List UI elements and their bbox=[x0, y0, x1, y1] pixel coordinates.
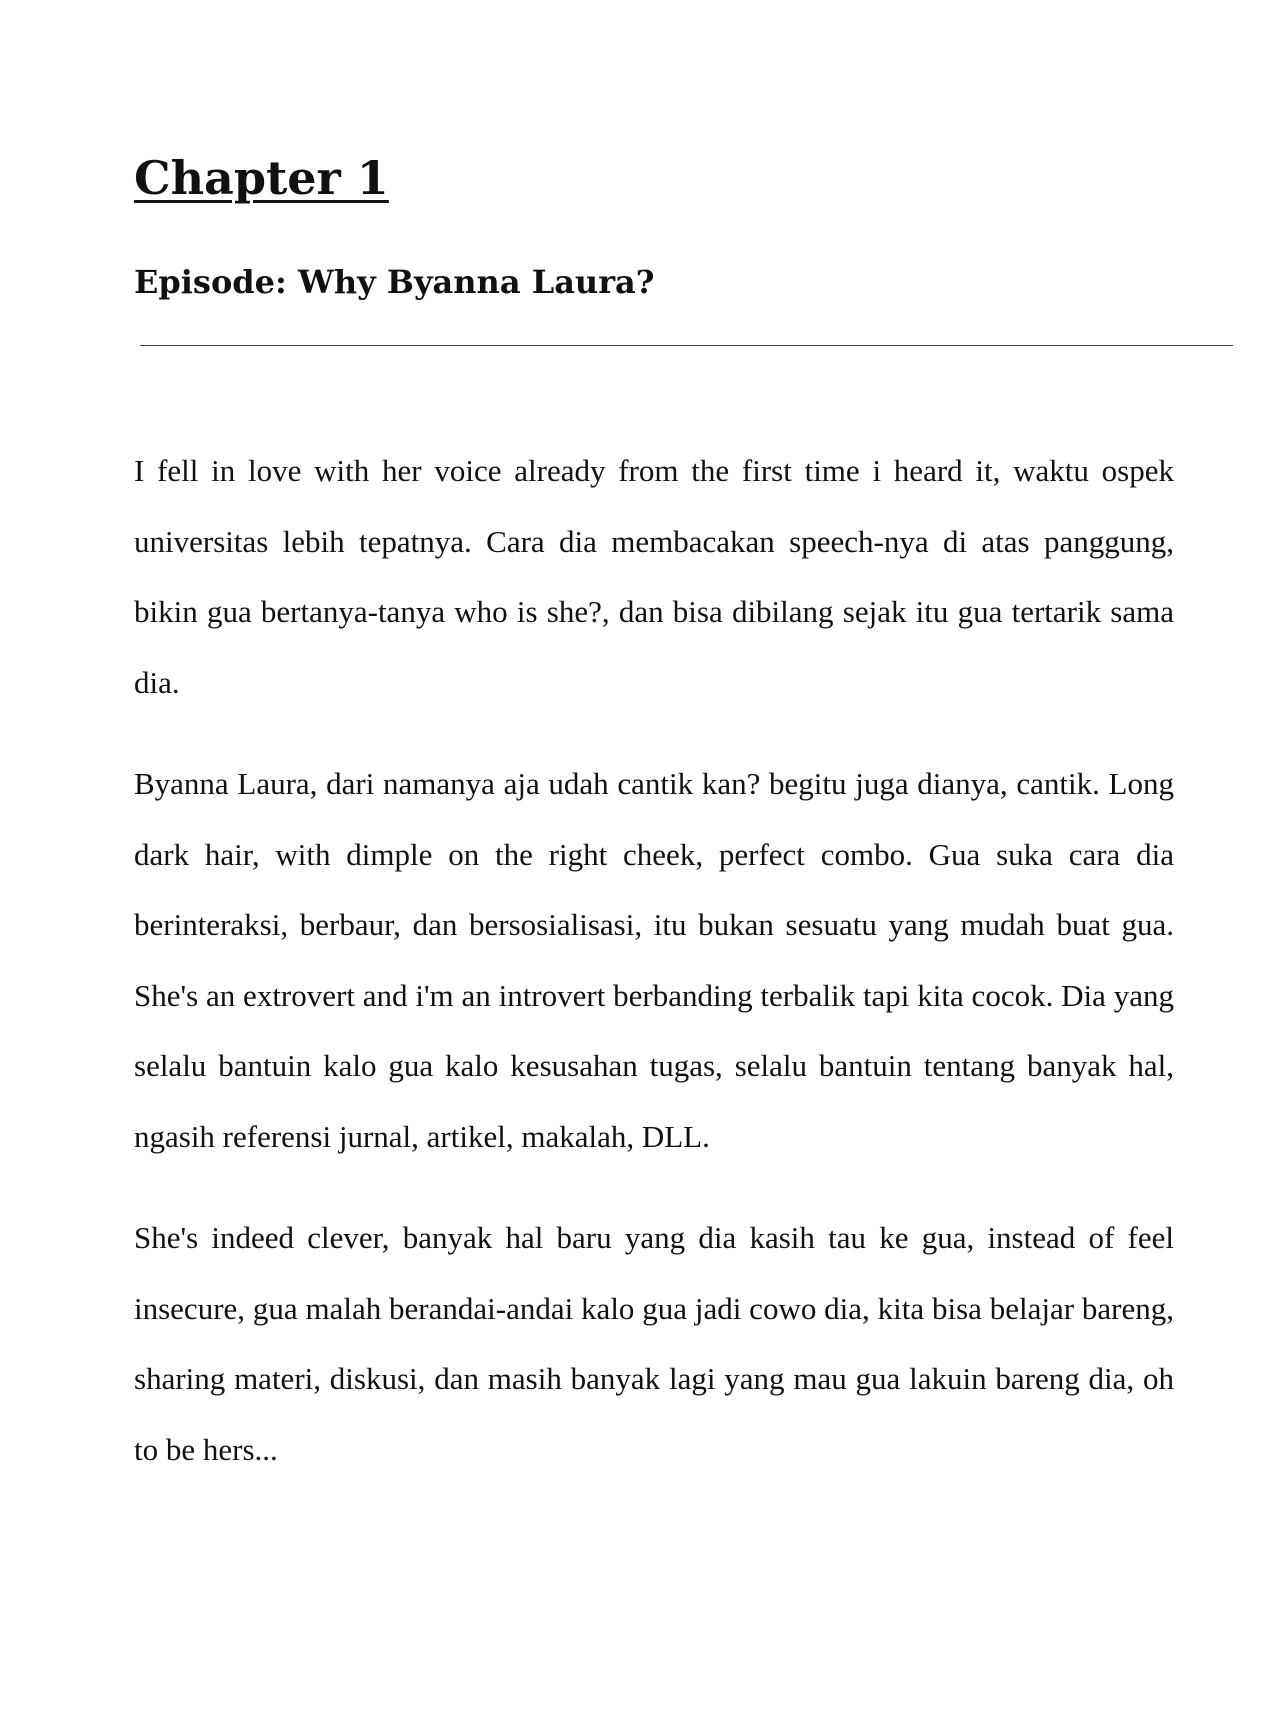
section-divider bbox=[140, 345, 1233, 346]
chapter-title: Chapter 1 bbox=[134, 151, 389, 205]
episode-title: Episode: Why Byanna Laura? bbox=[134, 263, 655, 301]
paragraph-1: I fell in love with her voice already from the first time i heard it, waktu ospek universitas lebih tepatnya. Cara dia membacakan speech-nya di atas panggung, bikin gua bertanya-tanya who is she?, dan bisa dibilang sejak itu gua tertarik sama dia. bbox=[134, 453, 1174, 700]
body-text bbox=[134, 436, 1174, 1516]
paragraph-3: She's indeed clever, banyak hal baru yang dia kasih tau ke gua, instead of feel insecure, gua malah berandai-andai kalo gua jadi cowo dia, kita bisa belajar bareng, sharing materi, diskusi, dan masih banyak lagi yang mau gua lakuin bareng dia, oh to be hers... bbox=[134, 1220, 1174, 1467]
paragraph-2: Byanna Laura, dari namanya aja udah cantik kan? begitu juga dianya, cantik. Long dark hair, with dimple on the right cheek, perfect combo. Gua suka cara dia berinteraksi, berbaur, dan bersosialisasi, itu bukan sesuatu yang mudah buat gua. She's an extrovert and i'm an introvert berbanding terbalik tapi kita cocok. Dia yang selalu bantuin kalo gua kalo kesusahan tugas, selalu bantuin tentang banyak hal, ngasih referensi jurnal, artikel, makalah, DLL. bbox=[134, 766, 1174, 1154]
